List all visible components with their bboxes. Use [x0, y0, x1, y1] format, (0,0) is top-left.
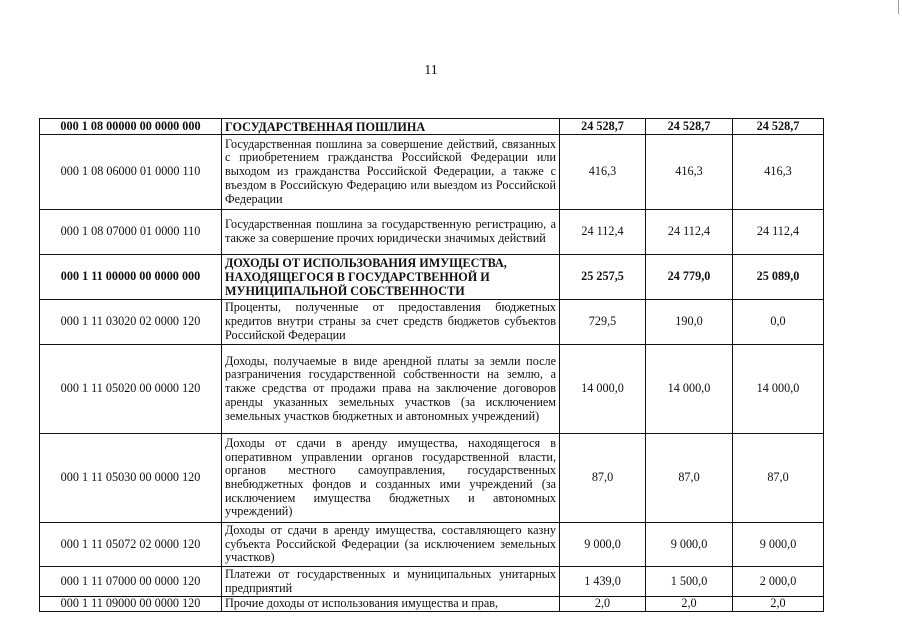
- value-year-3: 2,0: [733, 597, 824, 612]
- budget-code: 000 1 11 09000 00 0000 120: [40, 597, 222, 612]
- table-row: [40, 567, 824, 597]
- budget-code: 000 1 11 00000 00 0000 000: [40, 255, 222, 300]
- value-year-2: 14 000,0: [646, 345, 733, 434]
- table-row: [40, 300, 824, 345]
- revenue-table-body: [40, 119, 824, 612]
- table-row: [40, 119, 824, 135]
- value-year-2: 24 779,0: [646, 255, 733, 300]
- budget-code: 000 1 08 00000 00 0000 000: [40, 119, 222, 135]
- value-year-3: 24 112,4: [733, 210, 824, 255]
- revenue-name: Доходы от сдачи в аренду имущества, составляющего казну субъекта Российской Федерации (за исключением земельных участков): [222, 523, 560, 567]
- value-year-2: 9 000,0: [646, 523, 733, 567]
- table-row: [40, 210, 824, 255]
- revenue-name: Доходы, получаемые в виде арендной платы за земли после разграничения государственной собственности на землю, а также средства от продажи права на заключение договоров аренды указанных земельных участков (за исключением земельных участков бюджетных и автономных учреждений): [222, 345, 560, 434]
- budget-code: 000 1 11 05020 00 0000 120: [40, 345, 222, 434]
- revenue-name: Государственная пошлина за совершение действий, связанных с приобретением гражданства Российской Федерации или выходом из гражданства Российской Федерации, а также с въездом в Российскую Федерацию или выездом из Российской Федерации: [222, 135, 560, 210]
- value-year-2: 416,3: [646, 135, 733, 210]
- value-year-1: 24 112,4: [560, 210, 646, 255]
- value-year-2: 24 112,4: [646, 210, 733, 255]
- scan-edge-mark: [898, 0, 899, 14]
- revenue-name: Государственная пошлина за государственную регистрацию, а также за совершение прочих юридически значимых действий: [222, 210, 560, 255]
- value-year-1: 87,0: [560, 434, 646, 523]
- table-row: [40, 345, 824, 434]
- value-year-1: 25 257,5: [560, 255, 646, 300]
- value-year-1: 9 000,0: [560, 523, 646, 567]
- value-year-1: 1 439,0: [560, 567, 646, 597]
- value-year-2: 190,0: [646, 300, 733, 345]
- budget-code: 000 1 11 05072 02 0000 120: [40, 523, 222, 567]
- value-year-1: 416,3: [560, 135, 646, 210]
- value-year-3: 0,0: [733, 300, 824, 345]
- budget-code: 000 1 11 03020 02 0000 120: [40, 300, 222, 345]
- value-year-1: 24 528,7: [560, 119, 646, 135]
- table-row: [40, 434, 824, 523]
- revenue-table: [39, 118, 824, 612]
- value-year-2: 2,0: [646, 597, 733, 612]
- value-year-2: 87,0: [646, 434, 733, 523]
- table-row: [40, 255, 824, 300]
- value-year-2: 24 528,7: [646, 119, 733, 135]
- revenue-name: Прочие доходы от использования имущества и прав,: [222, 597, 560, 612]
- table-row: [40, 135, 824, 210]
- value-year-3: 9 000,0: [733, 523, 824, 567]
- page-number: 11: [424, 63, 438, 78]
- value-year-3: 14 000,0: [733, 345, 824, 434]
- value-year-3: 416,3: [733, 135, 824, 210]
- value-year-3: 87,0: [733, 434, 824, 523]
- value-year-2: 1 500,0: [646, 567, 733, 597]
- revenue-name: Платежи от государственных и муниципальных унитарных предприятий: [222, 567, 560, 597]
- revenue-name: ГОСУДАРСТВЕННАЯ ПОШЛИНА: [222, 119, 560, 135]
- table-row: [40, 597, 824, 612]
- revenue-name: Проценты, полученные от предоставления бюджетных кредитов внутри страны за счет средств бюджетов субъектов Российской Федерации: [222, 300, 560, 345]
- value-year-3: 24 528,7: [733, 119, 824, 135]
- revenue-name: ДОХОДЫ ОТ ИСПОЛЬЗОВАНИЯ ИМУЩЕСТВА, НАХОДЯЩЕГОСЯ В ГОСУДАРСТВЕННОЙ И МУНИЦИПАЛЬНОЙ СОБСТВЕННОСТИ: [222, 255, 560, 300]
- revenue-name: Доходы от сдачи в аренду имущества, находящегося в оперативном управлении органов государственной власти, органов местного самоуправления, государственных внебюджетных фондов и созданных ими учреждений (за исключением имущества бюджетных и автономных учреждений): [222, 434, 560, 523]
- value-year-1: 729,5: [560, 300, 646, 345]
- budget-code: 000 1 08 07000 01 0000 110: [40, 210, 222, 255]
- budget-code: 000 1 11 07000 00 0000 120: [40, 567, 222, 597]
- value-year-3: 25 089,0: [733, 255, 824, 300]
- value-year-3: 2 000,0: [733, 567, 824, 597]
- budget-code: 000 1 08 06000 01 0000 110: [40, 135, 222, 210]
- value-year-1: 14 000,0: [560, 345, 646, 434]
- value-year-1: 2,0: [560, 597, 646, 612]
- budget-code: 000 1 11 05030 00 0000 120: [40, 434, 222, 523]
- table-row: [40, 523, 824, 567]
